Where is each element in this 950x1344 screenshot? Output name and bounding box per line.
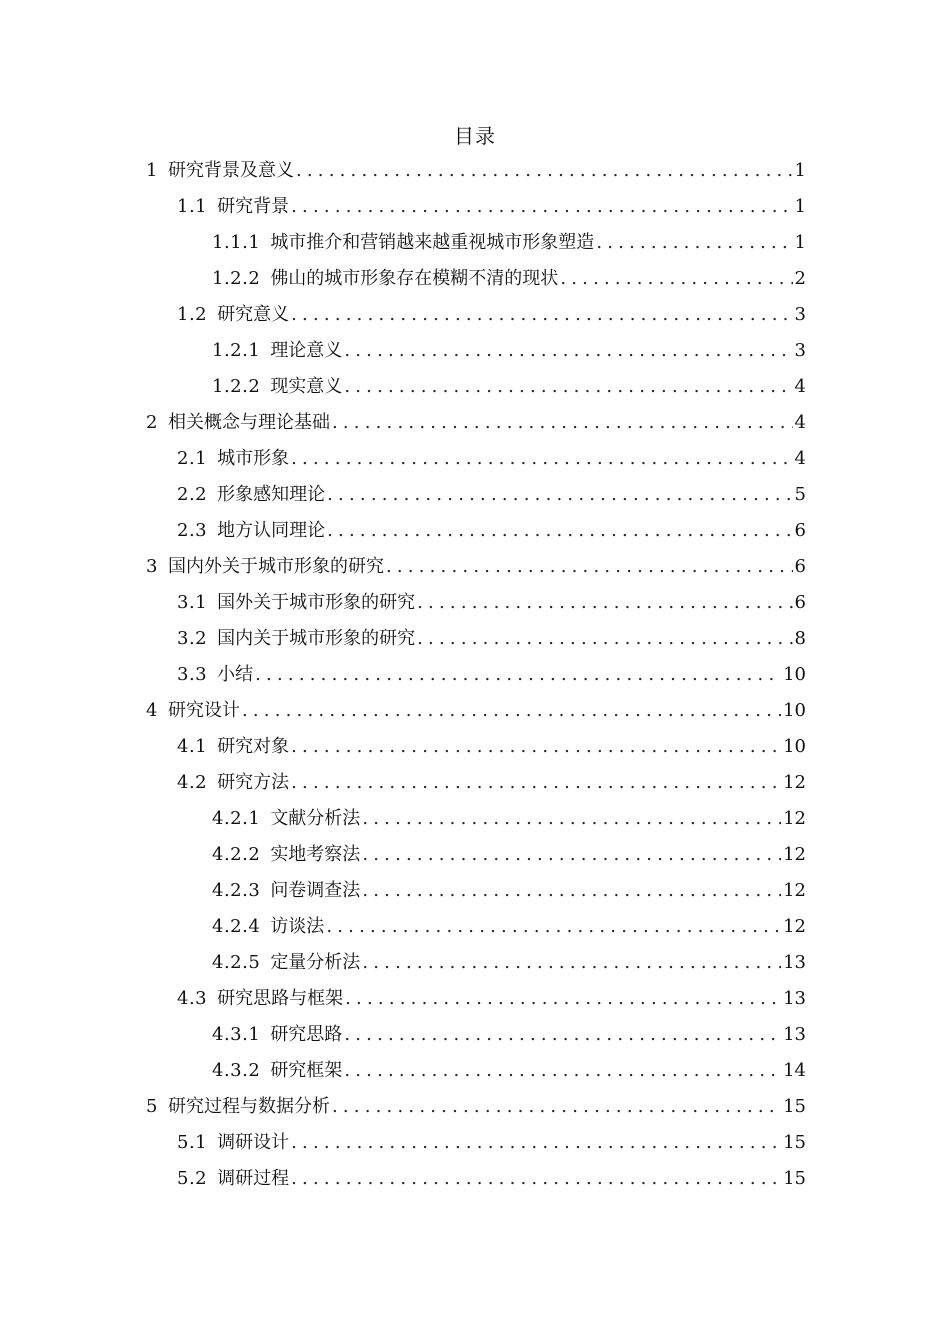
toc-entry-number: 4.1 <box>177 736 208 757</box>
toc-dot-leader <box>326 912 781 942</box>
toc-entry-page-number: 4 <box>794 376 806 397</box>
toc-entry-number: 2.3 <box>177 520 208 541</box>
toc-entry[interactable] <box>146 696 806 726</box>
toc-dot-leader <box>291 192 792 222</box>
toc-entry-page-number: 4 <box>794 448 806 469</box>
toc-dot-leader <box>344 336 792 366</box>
toc-entry-label: 国内关于城市形象的研究 <box>217 628 416 649</box>
toc-entry-label: 城市推介和营销越来越重视城市形象塑造 <box>270 232 595 253</box>
toc-entry-number: 4.2.5 <box>212 952 261 973</box>
toc-entry-number: 5 <box>146 1096 158 1117</box>
toc-dot-leader <box>344 1020 781 1050</box>
toc-entry[interactable] <box>177 1164 806 1194</box>
toc-entry-number: 4 <box>146 700 158 721</box>
toc-dot-leader <box>417 624 792 654</box>
toc-entry[interactable] <box>212 264 806 294</box>
toc-entry[interactable] <box>177 588 806 618</box>
toc-entry-number: 1 <box>146 160 158 181</box>
toc-entry-number: 1.1 <box>177 196 208 217</box>
toc-entry[interactable] <box>212 1056 806 1086</box>
toc-entry-label: 理论意义 <box>270 340 343 361</box>
toc-entry-label: 研究方法 <box>217 772 290 793</box>
toc-entry[interactable] <box>146 156 806 186</box>
toc-entry-label: 定量分析法 <box>270 952 361 973</box>
toc-dot-leader <box>596 228 792 258</box>
toc-entry-number: 1.2.2 <box>212 376 261 397</box>
toc-entry-page-number: 6 <box>794 592 806 613</box>
toc-entry-label: 研究背景及意义 <box>167 160 294 181</box>
toc-dot-leader <box>362 948 781 978</box>
toc-entry-label: 佛山的城市形象存在模糊不清的现状 <box>270 268 559 289</box>
toc-entry-page-number: 6 <box>794 556 806 577</box>
toc-entry-label: 研究思路 <box>270 1024 343 1045</box>
toc-dot-leader <box>242 696 781 726</box>
toc-entry-label: 访谈法 <box>270 916 325 937</box>
toc-entry-page-number: 12 <box>783 808 806 829</box>
toc-dot-leader <box>291 1128 781 1158</box>
toc-entry[interactable] <box>212 228 806 258</box>
toc-entry[interactable] <box>177 660 806 690</box>
toc-entry[interactable] <box>212 912 806 942</box>
toc-entry-page-number: 13 <box>783 952 806 973</box>
toc-entry-page-number: 13 <box>783 1024 806 1045</box>
toc-entry-number: 2.2 <box>177 484 208 505</box>
toc-entry-label: 实地考察法 <box>270 844 361 865</box>
toc-entry-number: 5.1 <box>177 1132 208 1153</box>
toc-dot-leader <box>345 984 781 1014</box>
toc-dot-leader <box>291 444 792 474</box>
toc-entry-page-number: 10 <box>783 700 806 721</box>
toc-entry-page-number: 15 <box>783 1168 806 1189</box>
toc-entry-number: 4.3 <box>177 988 208 1009</box>
toc-entry-page-number: 5 <box>794 484 806 505</box>
toc-entry-page-number: 4 <box>794 412 806 433</box>
toc-entry-page-number: 12 <box>783 844 806 865</box>
toc-entry[interactable] <box>212 804 806 834</box>
toc-entry-label: 文献分析法 <box>270 808 361 829</box>
toc-entry-label: 小结 <box>217 664 254 685</box>
toc-entry[interactable] <box>177 624 806 654</box>
toc-entry-page-number: 1 <box>794 232 806 253</box>
toc-entry-number: 3.1 <box>177 592 208 613</box>
toc-entry-number: 1.2.1 <box>212 340 261 361</box>
toc-entry-page-number: 10 <box>783 736 806 757</box>
toc-entry-number: 2 <box>146 412 158 433</box>
toc-entry[interactable] <box>212 372 806 402</box>
toc-entry[interactable] <box>212 336 806 366</box>
toc-dot-leader <box>560 264 792 294</box>
toc-entry[interactable] <box>146 408 806 438</box>
toc-entry-page-number: 3 <box>794 304 806 325</box>
toc-entry-number: 4.3.2 <box>212 1060 261 1081</box>
toc-entry-page-number: 12 <box>783 772 806 793</box>
toc-dot-leader <box>386 552 793 582</box>
toc-entry[interactable] <box>146 1092 806 1122</box>
toc-entry[interactable] <box>212 840 806 870</box>
toc-entry-page-number: 10 <box>783 664 806 685</box>
toc-entry[interactable] <box>177 984 806 1014</box>
toc-entry[interactable] <box>177 192 806 222</box>
toc-dot-leader <box>296 156 793 186</box>
toc-dot-leader <box>417 588 792 618</box>
toc-entry-page-number: 12 <box>783 916 806 937</box>
toc-entry-page-number: 8 <box>794 628 806 649</box>
toc-entry-label: 研究背景 <box>217 196 290 217</box>
toc-dot-leader <box>291 300 792 330</box>
toc-dot-leader <box>327 480 792 510</box>
toc-dot-leader <box>327 516 792 546</box>
toc-entry[interactable] <box>177 732 806 762</box>
toc-entry-page-number: 13 <box>783 988 806 1009</box>
toc-entry-label: 国外关于城市形象的研究 <box>217 592 416 613</box>
toc-entry-number: 1.2.2 <box>212 268 261 289</box>
toc-entry-number: 2.1 <box>177 448 208 469</box>
toc-dot-leader <box>332 408 793 438</box>
toc-entry-number: 4.2 <box>177 772 208 793</box>
toc-entry-label: 相关概念与理论基础 <box>167 412 330 433</box>
toc-entry[interactable] <box>177 480 806 510</box>
toc-entry-number: 4.2.3 <box>212 880 261 901</box>
toc-entry[interactable] <box>177 444 806 474</box>
toc-dot-leader <box>362 840 781 870</box>
toc-entry-page-number: 12 <box>783 880 806 901</box>
toc-entry-label: 研究框架 <box>270 1060 343 1081</box>
toc-entry-number: 3.2 <box>177 628 208 649</box>
toc-entry-number: 4.2.4 <box>212 916 261 937</box>
toc-entry[interactable] <box>146 552 806 582</box>
toc-dot-leader <box>362 876 781 906</box>
toc-entry[interactable] <box>212 876 806 906</box>
toc-entry-number: 4.2.1 <box>212 808 261 829</box>
toc-dot-leader <box>291 1164 781 1194</box>
toc-entry-number: 3 <box>146 556 158 577</box>
toc-entry-label: 调研设计 <box>217 1132 290 1153</box>
toc-entry-label: 研究思路与框架 <box>217 988 344 1009</box>
toc-dot-leader <box>332 1092 781 1122</box>
toc-entry-number: 5.2 <box>177 1168 208 1189</box>
toc-entry-label: 国内外关于城市形象的研究 <box>167 556 384 577</box>
toc-entry[interactable] <box>177 768 806 798</box>
toc-dot-leader <box>255 660 781 690</box>
toc-entry-page-number: 6 <box>794 520 806 541</box>
toc-entry-label: 研究设计 <box>167 700 240 721</box>
toc-entry-page-number: 15 <box>783 1132 806 1153</box>
toc-entry-label: 调研过程 <box>217 1168 290 1189</box>
toc-entry[interactable] <box>177 516 806 546</box>
toc-entry-label: 研究对象 <box>217 736 290 757</box>
toc-entry-label: 研究过程与数据分析 <box>167 1096 330 1117</box>
toc-dot-leader <box>362 804 781 834</box>
toc-entry-label: 问卷调查法 <box>270 880 361 901</box>
toc-dot-leader <box>344 1056 781 1086</box>
toc-entry-label: 城市形象 <box>217 448 290 469</box>
toc-entry[interactable] <box>177 1128 806 1158</box>
toc-entry-page-number: 3 <box>794 340 806 361</box>
toc-entry-page-number: 2 <box>794 268 806 289</box>
toc-entry-page-number: 14 <box>783 1060 806 1081</box>
toc-entry[interactable] <box>212 948 806 978</box>
toc-entry-number: 1.1.1 <box>212 232 261 253</box>
toc-entry-number: 3.3 <box>177 664 208 685</box>
toc-entry[interactable] <box>212 1020 806 1050</box>
toc-entry-label: 地方认同理论 <box>217 520 326 541</box>
toc-entry-label: 现实意义 <box>270 376 343 397</box>
toc-entry-page-number: 1 <box>794 160 806 181</box>
toc-title: 目录 <box>454 124 496 148</box>
toc-entry-label: 形象感知理论 <box>217 484 326 505</box>
toc-entry-number: 4.3.1 <box>212 1024 261 1045</box>
toc-entry-page-number: 15 <box>783 1096 806 1117</box>
toc-dot-leader <box>344 372 792 402</box>
toc-entry-number: 4.2.2 <box>212 844 261 865</box>
toc-entry-label: 研究意义 <box>217 304 290 325</box>
toc-dot-leader <box>291 768 781 798</box>
toc-dot-leader <box>291 732 781 762</box>
toc-entry-page-number: 1 <box>794 196 806 217</box>
toc-entry[interactable] <box>177 300 806 330</box>
toc-entry-number: 1.2 <box>177 304 208 325</box>
